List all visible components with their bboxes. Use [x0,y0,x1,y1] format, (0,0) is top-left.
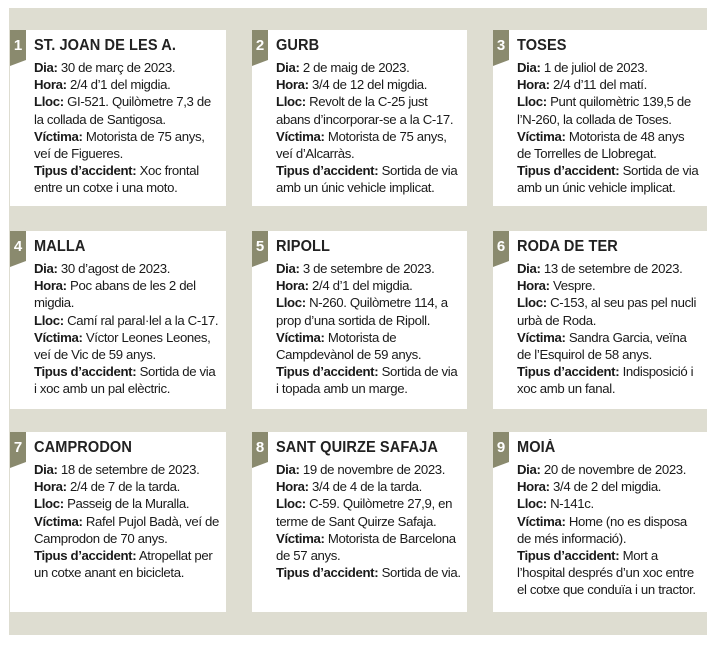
date-label: Dia: [517,261,541,276]
date-value: 13 de setembre de 2023. [543,261,683,276]
town-name: RIPOLL [276,238,330,255]
date-label: Dia: [34,261,58,276]
date-label: Dia: [517,60,541,75]
town-name: GURB [276,37,320,54]
time-line [276,76,461,93]
victim-value: Sandra Garcia, veïna de l’Esquirol de 58 anys. [517,329,687,363]
town-name: MALLA [34,238,86,255]
date-line [517,260,701,277]
type-value: Sortida de via amb un únic vehicle implicat. [517,163,699,196]
time-label: Hora: [276,278,309,294]
victim-value: Víctor Leones Leones, veí de Vic de 59 anys. [34,329,211,363]
type-value: Sortida de via i xoc amb un pal elèctric. [34,364,216,397]
type-value: Xoc frontal entre un cotxe i una moto. [34,163,199,196]
victim-label: Víctima: [517,128,566,144]
accident-card-1 [10,30,226,206]
number-tab-icon [493,432,515,468]
time-value: 2/4 d’11 del matí. [553,77,647,93]
victim-value: Home (no es disposa de més informació). [517,513,687,546]
date-value: 2 de maig de 2023. [302,60,410,75]
type-label: Tipus d’accident: [276,565,379,581]
date-line [517,461,701,478]
time-label: Hora: [34,479,67,495]
time-line [276,478,461,495]
place-label: Lloc: [34,496,64,512]
victim-label: Víctima: [34,513,83,529]
accident-number: 8 [255,439,265,456]
place-value: C-153, al seu pas pel nucli urbà de Roda. [517,295,697,328]
date-line [34,59,220,76]
place-value: GI-521. Quilòmetre 7,3 de la collada de Santigosa. [34,94,211,127]
type-line [517,162,701,196]
place-label: Lloc: [34,94,64,110]
number-tab-icon [10,231,32,267]
place-line [276,294,461,328]
victim-value: Motorista de Campdevànol de 59 anys. [276,329,422,363]
place-line [34,312,220,329]
victim-line [34,128,220,162]
accident-number: 7 [13,439,23,456]
type-line [276,363,461,397]
date-line [34,260,220,277]
place-line [517,93,701,127]
date-label: Dia: [517,462,541,477]
type-value: Atropellat per un cotxe anant en bicicleta. [34,548,213,581]
date-label: Dia: [276,462,300,477]
accident-number: 9 [496,439,506,456]
type-line [34,547,220,581]
type-value: Sortida de via. [381,565,461,581]
number-tab-icon [10,30,32,66]
type-line [276,564,461,581]
victim-label: Víctima: [517,513,566,529]
time-label: Hora: [517,77,550,93]
type-value: Mort a l’hospital després d’un xoc entre el cotxe que conduïa i un tractor. [517,548,696,598]
accident-card-3 [493,30,707,206]
accident-card-9 [493,432,707,612]
town-name: CAMPRODON [34,439,132,456]
town-name: SANT QUIRZE SAFAJA [276,439,438,456]
time-label: Hora: [276,77,309,93]
place-value: Punt quilomètric 139,5 de l’N-260, la collada de Toses. [517,94,691,127]
accident-card-6 [493,231,707,409]
time-label: Hora: [276,479,309,495]
time-line [34,76,220,93]
date-label: Dia: [34,60,58,75]
place-line [34,93,220,127]
victim-label: Víctima: [34,329,83,345]
victim-label: Víctima: [517,329,566,345]
date-value: 3 de setembre de 2023. [302,261,435,276]
time-value: 2/4 d’1 del migdia. [312,278,413,294]
time-line [517,277,701,294]
time-value: Vespre. [553,278,596,294]
type-value: Sortida de via amb un únic vehicle implicat. [276,163,458,196]
time-line [34,277,220,311]
place-value: Camí ral paral·lel a la C-17. [67,312,219,328]
victim-label: Víctima: [276,128,325,144]
victim-label: Víctima: [276,530,325,546]
date-label: Dia: [276,261,300,276]
victim-label: Víctima: [34,128,83,144]
date-line [276,260,461,277]
victim-value: Motorista de Barcelona de 57 anys. [276,530,456,564]
place-label: Lloc: [276,496,306,512]
type-line [517,363,701,397]
accident-details [276,461,461,581]
place-value: Revolt de la C-25 just abans d’incorporar-se a la C-17. [276,94,454,127]
place-value: Passeig de la Muralla. [67,496,190,512]
date-value: 20 de novembre de 2023. [543,462,687,477]
accident-details [517,461,701,599]
place-label: Lloc: [276,94,306,110]
time-label: Hora: [517,479,550,495]
type-label: Tipus d’accident: [34,364,137,380]
time-value: 3/4 de 2 del migdia. [553,479,662,495]
time-line [34,478,220,495]
victim-line [34,513,220,547]
date-label: Dia: [276,60,300,75]
date-line [34,461,220,478]
accident-number: 5 [255,238,265,255]
victim-line [34,329,220,363]
number-tab-icon [252,432,274,468]
accident-number: 3 [496,37,506,54]
date-value: 19 de novembre de 2023. [302,462,446,477]
town-name: ST. JOAN DE LES A. [34,37,177,54]
accident-card-7 [10,432,226,612]
victim-line [276,128,461,162]
accident-number: 1 [13,37,23,54]
number-tab-icon [252,231,274,267]
type-label: Tipus d’accident: [276,163,379,179]
time-value: 3/4 de 4 de la tarda. [312,479,422,495]
town-name: MOIÀ [517,439,556,456]
place-line [276,495,461,529]
accident-number: 6 [496,238,506,255]
date-value: 30 d’agost de 2023. [60,261,171,276]
time-line [276,277,461,294]
place-line [517,495,701,512]
type-line [276,162,461,196]
accident-card-2 [252,30,467,206]
place-line [276,93,461,127]
place-value: C-59. Quilòmetre 27,9, en terme de Sant Quirze Safaja. [276,496,453,529]
place-label: Lloc: [517,496,547,512]
type-label: Tipus d’accident: [517,364,620,380]
time-label: Hora: [517,278,550,294]
victim-value: Motorista de 75 anys, veí d’Alcarràs. [276,128,447,162]
date-value: 18 de setembre de 2023. [60,462,200,477]
town-name: RODA DE TER [517,238,618,255]
place-value: N-260. Quilòmetre 114, a prop d’una sortida de Ripoll. [276,295,448,328]
time-value: 3/4 de 12 del migdia. [312,77,428,93]
time-line [517,76,701,93]
accident-number: 2 [255,37,265,54]
victim-line [276,530,461,564]
place-line [517,294,701,328]
accident-details [517,59,701,197]
accident-details [34,260,220,398]
number-tab-icon [10,432,32,468]
time-line [517,478,701,495]
victim-line [517,513,701,547]
place-label: Lloc: [517,295,547,311]
time-label: Hora: [34,278,67,294]
place-label: Lloc: [517,94,547,110]
place-label: Lloc: [34,312,64,328]
type-line [517,547,701,599]
place-label: Lloc: [276,295,306,311]
accident-details [276,59,461,197]
date-value: 1 de juliol de 2023. [543,60,648,75]
victim-value: Motorista de 48 anys de Torrelles de Llobregat. [517,128,685,162]
place-line [34,495,220,512]
type-line [34,162,220,196]
time-value: 2/4 d’1 del migdia. [70,77,171,93]
town-name: TOSES [517,37,567,54]
accident-details [517,260,701,398]
accident-details [34,59,220,197]
number-tab-icon [493,30,515,66]
accident-details [276,260,461,398]
accident-card-4 [10,231,226,409]
type-label: Tipus d’accident: [276,364,379,380]
number-tab-icon [252,30,274,66]
date-value: 30 de març de 2023. [60,60,176,75]
type-value: Sortida de via i topada amb un marge. [276,364,458,397]
number-tab-icon [493,231,515,267]
date-line [276,461,461,478]
type-label: Tipus d’accident: [517,548,620,564]
type-label: Tipus d’accident: [34,548,137,564]
victim-label: Víctima: [276,329,325,345]
victim-value: Rafel Pujol Badà, veí de Camprodon de 70 anys. [34,513,219,546]
accident-card-5 [252,231,467,409]
victim-value: Motorista de 75 anys, veí de Figueres. [34,128,205,162]
date-label: Dia: [34,462,58,477]
type-label: Tipus d’accident: [517,163,620,179]
time-value: 2/4 de 7 de la tarda. [70,479,180,495]
type-value: Indisposició i xoc amb un fanal. [517,364,694,397]
type-line [34,363,220,397]
date-line [517,59,701,76]
victim-line [276,329,461,363]
date-line [276,59,461,76]
type-label: Tipus d’accident: [34,163,137,179]
victim-line [517,329,701,363]
victim-line [517,128,701,162]
accident-details [34,461,220,581]
accident-number: 4 [13,238,23,255]
accident-card-8 [252,432,467,612]
place-value: N-141c. [550,496,594,512]
time-value: Poc abans de les 2 del migdia. [34,278,196,311]
time-label: Hora: [34,77,67,93]
